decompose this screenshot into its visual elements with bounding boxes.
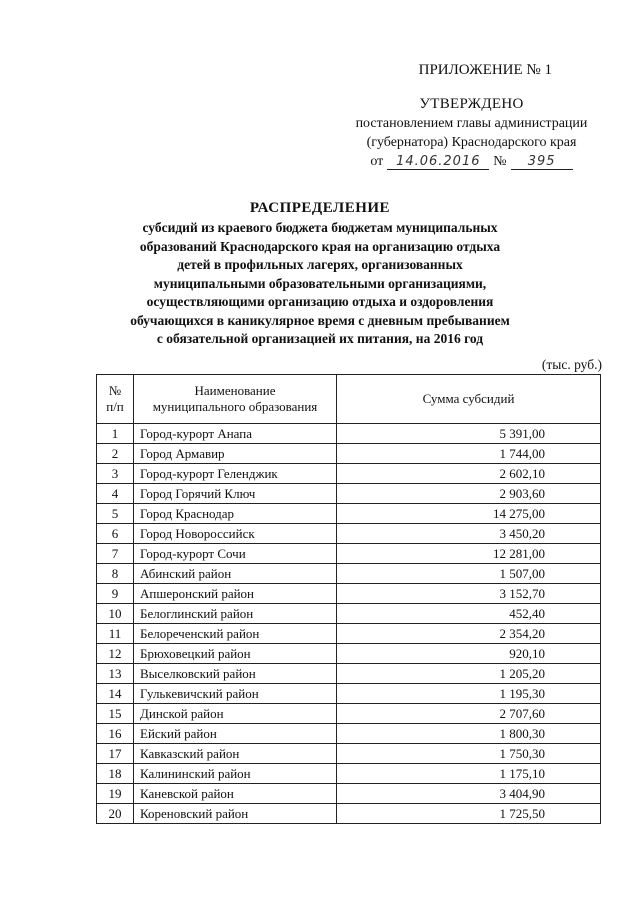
row-name: Город-курорт Сочи bbox=[134, 544, 337, 564]
row-name: Кавказский район bbox=[134, 744, 337, 764]
row-name: Белоглинский район bbox=[134, 604, 337, 624]
row-name: Выселковский район bbox=[134, 664, 337, 684]
subsidy-table bbox=[96, 374, 601, 824]
row-sum: 1 195,30 bbox=[337, 684, 601, 704]
row-sum: 1 205,20 bbox=[337, 664, 601, 684]
row-number: 7 bbox=[97, 544, 134, 564]
row-name: Кореновский район bbox=[134, 804, 337, 824]
table-row bbox=[97, 804, 601, 824]
header-number-line-1: № bbox=[108, 383, 122, 398]
document-title: РАСПРЕДЕЛЕНИЕ bbox=[249, 200, 391, 216]
subtitle-line: детей в профильных лагерях, организованных bbox=[177, 257, 463, 272]
subtitle-line: обучающихся в каникулярное время с дневным пребыванием bbox=[130, 312, 510, 328]
row-number: 18 bbox=[97, 764, 134, 784]
row-sum: 2 354,20 bbox=[337, 624, 601, 644]
row-name: Гулькевичский район bbox=[134, 684, 337, 704]
table-row bbox=[97, 444, 601, 464]
header-number bbox=[97, 375, 134, 424]
row-number: 15 bbox=[97, 704, 134, 724]
row-name: Каневской район bbox=[134, 784, 337, 804]
row-name: Динской район bbox=[134, 704, 337, 724]
row-sum: 12 281,00 bbox=[337, 544, 601, 564]
row-name: Город Краснодар bbox=[134, 504, 337, 524]
table-row bbox=[97, 784, 601, 804]
row-sum: 1 744,00 bbox=[337, 444, 601, 464]
row-sum: 3 404,90 bbox=[337, 784, 601, 804]
row-sum: 2 707,60 bbox=[337, 704, 601, 724]
subtitle-line: осуществляющими организацию отдыха и оздоровления bbox=[146, 294, 494, 309]
row-name: Город Горячий Ключ bbox=[134, 484, 337, 504]
table-row bbox=[97, 424, 601, 444]
appendix-label: ПРИЛОЖЕНИЕ № 1 bbox=[418, 62, 552, 78]
row-sum: 3 152,70 bbox=[337, 584, 601, 604]
header-name bbox=[134, 375, 337, 424]
approved-line-2: (губернатора) Краснодарского края bbox=[366, 135, 577, 150]
row-number: 13 bbox=[97, 664, 134, 684]
table-row bbox=[97, 744, 601, 764]
approved-line-1: постановлением главы администрации bbox=[355, 116, 588, 131]
table-row bbox=[97, 644, 601, 664]
row-name: Город Армавир bbox=[134, 444, 337, 464]
table-row bbox=[97, 524, 601, 544]
row-number: 19 bbox=[97, 784, 134, 804]
row-number: 1 bbox=[97, 424, 134, 444]
row-name: Город-курорт Анапа bbox=[134, 424, 337, 444]
row-number: 6 bbox=[97, 524, 134, 544]
document-title-block bbox=[0, 200, 640, 349]
header-name-line-2: муниципального образования bbox=[152, 399, 318, 414]
row-sum: 14 275,00 bbox=[337, 504, 601, 524]
row-number: 8 bbox=[97, 564, 134, 584]
row-sum: 1 507,00 bbox=[337, 564, 601, 584]
row-sum: 920,10 bbox=[337, 644, 601, 664]
table-row bbox=[97, 464, 601, 484]
table-row bbox=[97, 564, 601, 584]
table-row bbox=[97, 624, 601, 644]
table-header-row bbox=[97, 375, 601, 424]
row-sum: 3 450,20 bbox=[337, 524, 601, 544]
row-number: 9 bbox=[97, 584, 134, 604]
table-row bbox=[97, 724, 601, 744]
header-sum: Сумма субсидий bbox=[337, 375, 601, 424]
row-name: Город Новороссийск bbox=[134, 524, 337, 544]
table-row bbox=[97, 664, 601, 684]
number-label: № bbox=[493, 154, 507, 169]
table-row bbox=[97, 504, 601, 524]
table-row bbox=[97, 604, 601, 624]
row-sum: 1 725,50 bbox=[337, 804, 601, 824]
row-sum: 452,40 bbox=[337, 604, 601, 624]
row-sum: 1 175,10 bbox=[337, 764, 601, 784]
subtitle-line: с обязательной организацией их питания, на 2016 год bbox=[156, 331, 484, 346]
row-number: 20 bbox=[97, 804, 134, 824]
approved-heading: УТВЕРЖДЕНО bbox=[419, 96, 524, 112]
row-name: Ейский район bbox=[134, 724, 337, 744]
row-name: Калининский район bbox=[134, 764, 337, 784]
row-number: 3 bbox=[97, 464, 134, 484]
row-name: Город-курорт Геленджик bbox=[134, 464, 337, 484]
approval-date-line bbox=[339, 152, 604, 171]
row-name: Белореченский район bbox=[134, 624, 337, 644]
row-number: 17 bbox=[97, 744, 134, 764]
row-number: 2 bbox=[97, 444, 134, 464]
row-number: 5 bbox=[97, 504, 134, 524]
subtitle-line: муниципальными образовательными организациями, bbox=[153, 275, 487, 291]
row-sum: 2 602,10 bbox=[337, 464, 601, 484]
row-number: 14 bbox=[97, 684, 134, 704]
header-name-line-1: Наименование bbox=[194, 383, 276, 398]
row-sum: 1 800,30 bbox=[337, 724, 601, 744]
row-sum: 5 391,00 bbox=[337, 424, 601, 444]
row-name: Апшеронский район bbox=[134, 584, 337, 604]
from-label: от bbox=[370, 154, 384, 169]
table-row bbox=[97, 684, 601, 704]
units-label: (тыс. руб.) bbox=[541, 357, 602, 372]
approval-block bbox=[339, 95, 604, 171]
header-number-line-2: п/п bbox=[106, 399, 124, 414]
row-sum: 2 903,60 bbox=[337, 484, 601, 504]
row-number: 16 bbox=[97, 724, 134, 744]
table-row bbox=[97, 704, 601, 724]
table-row bbox=[97, 484, 601, 504]
row-name: Абинский район bbox=[134, 564, 337, 584]
row-sum: 1 750,30 bbox=[337, 744, 601, 764]
handwritten-number: 395 bbox=[511, 154, 573, 170]
handwritten-date: 14.06.2016 bbox=[387, 154, 489, 170]
table-row bbox=[97, 584, 601, 604]
subtitle-line: образований Краснодарского края на организацию отдыха bbox=[139, 238, 501, 254]
document-subtitle bbox=[105, 219, 535, 349]
row-number: 10 bbox=[97, 604, 134, 624]
row-number: 4 bbox=[97, 484, 134, 504]
row-name: Брюховецкий район bbox=[134, 644, 337, 664]
table-row bbox=[97, 764, 601, 784]
table-row bbox=[97, 544, 601, 564]
subtitle-line: субсидий из краевого бюджета бюджетам муниципальных bbox=[142, 220, 498, 235]
row-number: 12 bbox=[97, 644, 134, 664]
row-number: 11 bbox=[97, 624, 134, 644]
